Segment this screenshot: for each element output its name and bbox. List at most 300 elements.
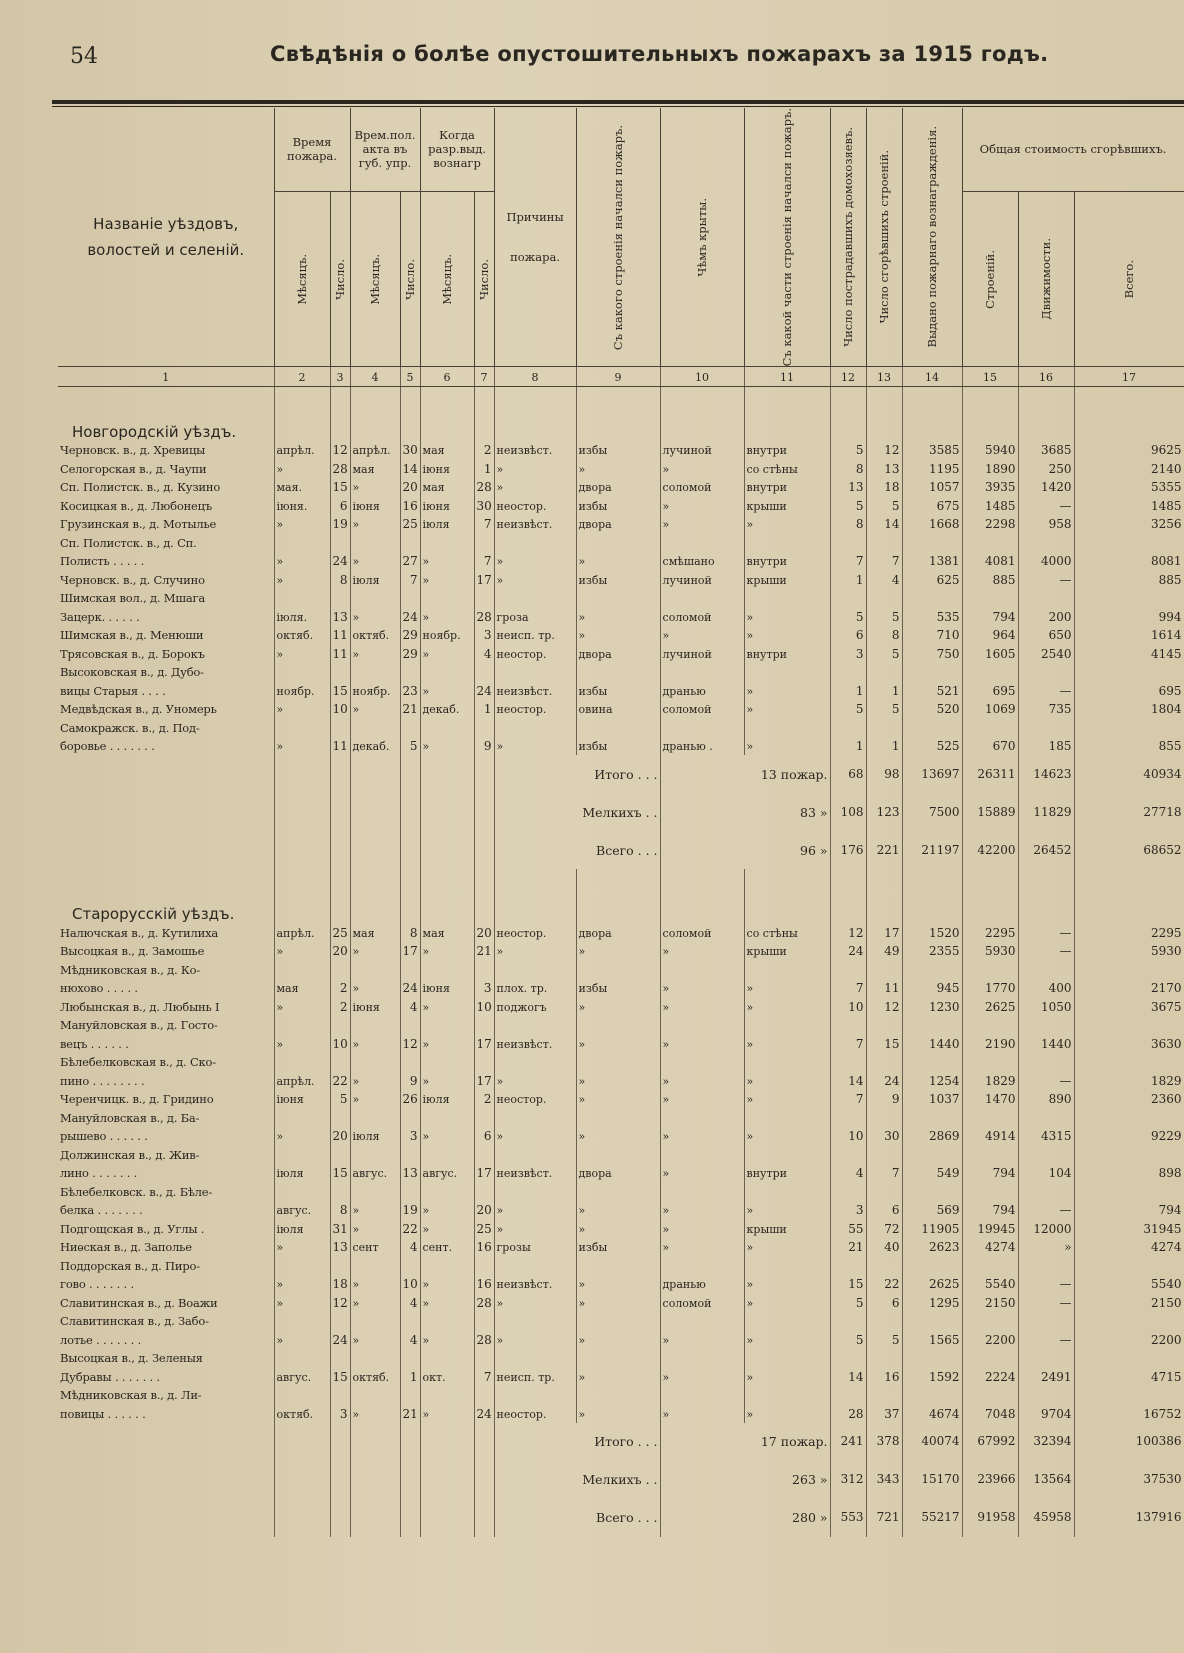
total-c16: 26452	[1018, 831, 1074, 869]
total-c16: 45958	[1018, 1499, 1074, 1537]
households: 5	[830, 607, 866, 626]
households: 1	[830, 737, 866, 756]
table-row	[58, 942, 1184, 961]
award-month: іюля	[420, 515, 474, 534]
cause: »	[494, 1201, 576, 1220]
compensation: 1254	[902, 1071, 962, 1090]
total-c16: 14623	[1018, 755, 1074, 793]
award-month: іюля	[420, 1090, 474, 1109]
fire-month: іюля.	[274, 607, 330, 626]
award-month: »	[420, 607, 474, 626]
cost-buildings: 2190	[962, 1034, 1018, 1053]
award-month: »	[420, 997, 474, 1016]
table-row-continued	[58, 1312, 1184, 1331]
act-month: авгус.	[350, 1164, 400, 1183]
fire-month: авгус.	[274, 1367, 330, 1386]
compensation: 1668	[902, 515, 962, 534]
total-c14: 7500	[902, 793, 962, 831]
cost-movables: —	[1018, 1293, 1074, 1312]
cost-movables: 4000	[1018, 552, 1074, 571]
fire-day: 6	[330, 496, 350, 515]
cost-total: 3630	[1074, 1034, 1184, 1053]
burned-buildings: 37	[866, 1404, 902, 1423]
award-month: окт.	[420, 1367, 474, 1386]
total-c15: 26311	[962, 755, 1018, 793]
settlement-name: Высоковская в., д. Дубо-	[58, 663, 274, 682]
roof: »	[660, 1219, 744, 1238]
header-rule-thin	[52, 106, 1184, 107]
total-c12: 241	[830, 1423, 866, 1461]
burned-buildings: 49	[866, 942, 902, 961]
cost-total: 1485	[1074, 496, 1184, 515]
compensation-header: Выдано пожарнаго вознагражденія.	[902, 108, 962, 367]
table-row	[58, 478, 1184, 497]
table-row	[58, 607, 1184, 626]
settlement-name: Высоцкая в., д. Замошье	[58, 942, 274, 961]
award-day: 16	[474, 1275, 494, 1294]
table-row-continued	[58, 1016, 1184, 1035]
building: »	[576, 1090, 660, 1109]
building: »	[576, 626, 660, 645]
act-day: 27	[400, 552, 420, 571]
burned-buildings: 15	[866, 1034, 902, 1053]
act-day: 29	[400, 644, 420, 663]
award-month: ноябр.	[420, 626, 474, 645]
cost-buildings: 1829	[962, 1071, 1018, 1090]
total-c14: 21197	[902, 831, 962, 869]
total-c17: 137916	[1074, 1499, 1184, 1537]
table-row	[58, 441, 1184, 460]
award-month: »	[420, 1275, 474, 1294]
act-month: апрѣл.	[350, 441, 400, 460]
roof: »	[660, 979, 744, 998]
cost-total: 1614	[1074, 626, 1184, 645]
settlement-name-cont: рышево . . . . . .	[58, 1127, 274, 1146]
settlement-name: Сп. Полистск. в., д. Кузино	[58, 478, 274, 497]
act-day: 14	[400, 459, 420, 478]
act-month: »	[350, 1275, 400, 1294]
act-day: 29	[400, 626, 420, 645]
district-row	[58, 409, 1184, 441]
cost-movables: 200	[1018, 607, 1074, 626]
settlement-name: Черенчицк. в., д. Гридино	[58, 1090, 274, 1109]
cost-buildings: 964	[962, 626, 1018, 645]
settlement-name-cont: Дубравы . . . . . . .	[58, 1367, 274, 1386]
act-month: »	[350, 478, 400, 497]
building: двора	[576, 1164, 660, 1183]
fire-day: 15	[330, 1367, 350, 1386]
part: »	[744, 607, 830, 626]
households: 5	[830, 1330, 866, 1349]
cause: неисп. тр.	[494, 626, 576, 645]
table-row-continued	[58, 1053, 1184, 1072]
award-month: декаб.	[420, 700, 474, 719]
total-c16: 32394	[1018, 1423, 1074, 1461]
award-month: »	[420, 1071, 474, 1090]
part-header: Съ какой части строенія началси пожаръ.	[744, 108, 830, 367]
cause: неизвѣст.	[494, 681, 576, 700]
table-row	[58, 1034, 1184, 1053]
award-month: мая	[420, 923, 474, 942]
total-c15: 42200	[962, 831, 1018, 869]
award-day: 10	[474, 997, 494, 1016]
fire-day: 12	[330, 1293, 350, 1312]
cause: »	[494, 478, 576, 497]
cause: грозы	[494, 1238, 576, 1257]
households: 15	[830, 1275, 866, 1294]
act-month: »	[350, 1219, 400, 1238]
households: 6	[830, 626, 866, 645]
part: »	[744, 1127, 830, 1146]
burned-buildings: 5	[866, 1330, 902, 1349]
fires-table	[58, 108, 1184, 1537]
cost-buildings: 2224	[962, 1367, 1018, 1386]
cost-total: 994	[1074, 607, 1184, 626]
cost-total: 2200	[1074, 1330, 1184, 1349]
fire-month: мая.	[274, 478, 330, 497]
act-month: »	[350, 942, 400, 961]
cost-movables-header: Движимости.	[1018, 191, 1074, 367]
total-label: Итого . . .	[494, 755, 660, 793]
cost-movables: 104	[1018, 1164, 1074, 1183]
burned-buildings: 5	[866, 607, 902, 626]
building: овина	[576, 700, 660, 719]
settlement-name-cont: боровье . . . . . . .	[58, 737, 274, 756]
building: »	[576, 1034, 660, 1053]
part: крыши	[744, 942, 830, 961]
fire-day: 2	[330, 979, 350, 998]
building: »	[576, 607, 660, 626]
award-month: авгус.	[420, 1164, 474, 1183]
fire-month: апрѣл.	[274, 441, 330, 460]
building: двора	[576, 515, 660, 534]
roof: »	[660, 1330, 744, 1349]
award-month: »	[420, 737, 474, 756]
act-day: 12	[400, 1034, 420, 1053]
cost-buildings: 1890	[962, 459, 1018, 478]
settlement-name: Селогорская в., д. Чаупи	[58, 459, 274, 478]
burned-buildings: 5	[866, 496, 902, 515]
total-c13: 221	[866, 831, 902, 869]
roof: соломой	[660, 923, 744, 942]
table-row	[58, 496, 1184, 515]
table-row-continued	[58, 1145, 1184, 1164]
building: избы	[576, 496, 660, 515]
act-month: мая	[350, 459, 400, 478]
cost-movables: —	[1018, 1330, 1074, 1349]
act-month: »	[350, 979, 400, 998]
households: 3	[830, 1201, 866, 1220]
cost-movables: 650	[1018, 626, 1074, 645]
burned-buildings: 40	[866, 1238, 902, 1257]
roof: »	[660, 1404, 744, 1423]
table-row	[58, 737, 1184, 756]
cost-buildings: 695	[962, 681, 1018, 700]
households: 7	[830, 979, 866, 998]
act-day: 1	[400, 1367, 420, 1386]
building: двора	[576, 478, 660, 497]
total-label: Мелкихъ . .	[494, 1461, 660, 1499]
total-row	[58, 1461, 1184, 1499]
compensation: 1295	[902, 1293, 962, 1312]
part: крыши	[744, 1219, 830, 1238]
award-month: »	[420, 1293, 474, 1312]
total-label: Мелкихъ . .	[494, 793, 660, 831]
households: 10	[830, 1127, 866, 1146]
compensation: 3585	[902, 441, 962, 460]
total-c14: 55217	[902, 1499, 962, 1537]
cost-buildings-header: Строеній.	[962, 191, 1018, 367]
award-day: 7	[474, 552, 494, 571]
compensation: 569	[902, 1201, 962, 1220]
cause-header: Причины пожара.	[494, 108, 576, 367]
award-day: 24	[474, 1404, 494, 1423]
fire-month: »	[274, 570, 330, 589]
cost-buildings: 4081	[962, 552, 1018, 571]
building: »	[576, 1219, 660, 1238]
compensation: 549	[902, 1164, 962, 1183]
award-day: 20	[474, 923, 494, 942]
act-day: 22	[400, 1219, 420, 1238]
compensation: 945	[902, 979, 962, 998]
award-month: »	[420, 942, 474, 961]
award-day: 28	[474, 1293, 494, 1312]
fire-month: »	[274, 1034, 330, 1053]
fire-day: 2	[330, 997, 350, 1016]
roof: »	[660, 496, 744, 515]
roof: »	[660, 1164, 744, 1183]
table-row	[58, 1404, 1184, 1423]
award-month: »	[420, 1201, 474, 1220]
households: 7	[830, 552, 866, 571]
building: »	[576, 1367, 660, 1386]
total-count: 280 »	[660, 1499, 830, 1537]
cost-movables: 9704	[1018, 1404, 1074, 1423]
act-day: 13	[400, 1164, 420, 1183]
settlement-name-cont: повицы . . . . . .	[58, 1404, 274, 1423]
compensation: 710	[902, 626, 962, 645]
award-month: іюня	[420, 979, 474, 998]
roof: »	[660, 1127, 744, 1146]
act-time-header: Врем.пол. акта въ губ. упр.	[350, 108, 420, 191]
roof: »	[660, 997, 744, 1016]
settlement-name: Мануйловская в., д. Ба-	[58, 1108, 274, 1127]
settlement-name-cont: Зацерк. . . . . .	[58, 607, 274, 626]
act-month: мая	[350, 923, 400, 942]
act-month: ноябр.	[350, 681, 400, 700]
act-day: 3	[400, 1127, 420, 1146]
act-day: 24	[400, 979, 420, 998]
cost-movables: —	[1018, 923, 1074, 942]
header-rule	[52, 100, 1184, 104]
cause: неизвѣст.	[494, 1275, 576, 1294]
district-name: Новгородскій уѣздъ.	[58, 409, 274, 441]
column-number: 8	[494, 367, 576, 387]
total-c17: 27718	[1074, 793, 1184, 831]
page-number: 54	[70, 44, 98, 69]
households: 5	[830, 1293, 866, 1312]
part: »	[744, 1404, 830, 1423]
cost-total: 885	[1074, 570, 1184, 589]
fire-month: »	[274, 942, 330, 961]
award-day: 28	[474, 1330, 494, 1349]
cause: неостор.	[494, 496, 576, 515]
part: »	[744, 979, 830, 998]
cost-buildings: 1605	[962, 644, 1018, 663]
part: »	[744, 626, 830, 645]
households: 5	[830, 496, 866, 515]
households: 5	[830, 441, 866, 460]
compensation: 525	[902, 737, 962, 756]
cost-buildings: 794	[962, 607, 1018, 626]
cause: неостор.	[494, 923, 576, 942]
cost-buildings: 1470	[962, 1090, 1018, 1109]
total-c17: 37530	[1074, 1461, 1184, 1499]
fire-month: »	[274, 459, 330, 478]
settlement-name: Мѣдниковская в., д. Ко-	[58, 960, 274, 979]
cause: »	[494, 1293, 576, 1312]
cost-total: 2360	[1074, 1090, 1184, 1109]
cause: »	[494, 1219, 576, 1238]
cost-movables: —	[1018, 570, 1074, 589]
district-row	[58, 891, 1184, 923]
part: »	[744, 737, 830, 756]
table-row	[58, 570, 1184, 589]
total-c13: 378	[866, 1423, 902, 1461]
total-c13: 98	[866, 755, 902, 793]
column-number: 3	[330, 367, 350, 387]
households: 8	[830, 515, 866, 534]
building: избы	[576, 681, 660, 700]
table-row	[58, 1201, 1184, 1220]
column-number: 6	[420, 367, 474, 387]
compensation: 4674	[902, 1404, 962, 1423]
cost-movables: 4315	[1018, 1127, 1074, 1146]
total-count: 17 пожар.	[660, 1423, 830, 1461]
act-month: »	[350, 1293, 400, 1312]
table-row-continued	[58, 960, 1184, 979]
fire-day: 10	[330, 1034, 350, 1053]
cost-buildings: 7048	[962, 1404, 1018, 1423]
roof: лучиной	[660, 644, 744, 663]
cost-buildings: 19945	[962, 1219, 1018, 1238]
cause: неисп. тр.	[494, 1367, 576, 1386]
settlement-name: Мѣдниковская в., д. Ли-	[58, 1386, 274, 1405]
fire-day: 12	[330, 441, 350, 460]
act-month: »	[350, 700, 400, 719]
compensation: 2623	[902, 1238, 962, 1257]
spacer-row	[58, 386, 1184, 409]
part: крыши	[744, 496, 830, 515]
act-day: 7	[400, 570, 420, 589]
total-c17: 68652	[1074, 831, 1184, 869]
total-c16: 13564	[1018, 1461, 1074, 1499]
table-row	[58, 923, 1184, 942]
settlement-name: Косицкая в., д. Любонецъ	[58, 496, 274, 515]
award-month: »	[420, 644, 474, 663]
award-day: 17	[474, 1034, 494, 1053]
cost-movables: 250	[1018, 459, 1074, 478]
part: внутри	[744, 644, 830, 663]
cause: неизвѣст.	[494, 1034, 576, 1053]
fire-day: 11	[330, 737, 350, 756]
fire-day: 24	[330, 1330, 350, 1349]
column-number: 2	[274, 367, 330, 387]
burned-buildings: 22	[866, 1275, 902, 1294]
compensation: 1440	[902, 1034, 962, 1053]
table-row	[58, 1090, 1184, 1109]
settlement-name: Шимская в., д. Менюши	[58, 626, 274, 645]
building: »	[576, 552, 660, 571]
column-number: 11	[744, 367, 830, 387]
act-month: »	[350, 552, 400, 571]
act-month: іюня	[350, 997, 400, 1016]
total-label: Всего . . .	[494, 1499, 660, 1537]
award-month: іюня	[420, 496, 474, 515]
settlement-name: Ниѳская в., д. Заполье	[58, 1238, 274, 1257]
building: избы	[576, 979, 660, 998]
fire-day: 8	[330, 1201, 350, 1220]
table-body	[58, 386, 1184, 1537]
cost-total: 5930	[1074, 942, 1184, 961]
part: »	[744, 1201, 830, 1220]
cause: неостор.	[494, 700, 576, 719]
act-month: декаб.	[350, 737, 400, 756]
fire-month: »	[274, 1127, 330, 1146]
cost-movables: »	[1018, 1238, 1074, 1257]
households: 10	[830, 997, 866, 1016]
settlement-name: Подгощская в., д. Углы .	[58, 1219, 274, 1238]
award-month: »	[420, 1330, 474, 1349]
roof: дранью .	[660, 737, 744, 756]
total-count: 263 »	[660, 1461, 830, 1499]
cost-movables: —	[1018, 681, 1074, 700]
act-day-header: Число.	[400, 191, 420, 367]
roof: »	[660, 1071, 744, 1090]
cost-total: 3256	[1074, 515, 1184, 534]
fire-month: апрѣл.	[274, 923, 330, 942]
act-day: 17	[400, 942, 420, 961]
compensation: 11905	[902, 1219, 962, 1238]
fire-month: іюля	[274, 1164, 330, 1183]
cost-buildings: 3935	[962, 478, 1018, 497]
roof: смѣшано	[660, 552, 744, 571]
fire-month: »	[274, 1275, 330, 1294]
fire-day: 18	[330, 1275, 350, 1294]
part: »	[744, 1071, 830, 1090]
compensation: 1520	[902, 923, 962, 942]
households: 21	[830, 1238, 866, 1257]
cause: »	[494, 1330, 576, 1349]
fire-day: 28	[330, 459, 350, 478]
award-month: сент.	[420, 1238, 474, 1257]
settlement-name: Мануйловская в., д. Госто-	[58, 1016, 274, 1035]
households: 1	[830, 681, 866, 700]
burned-buildings: 17	[866, 923, 902, 942]
fire-month: мая	[274, 979, 330, 998]
cause: неостор.	[494, 1404, 576, 1423]
settlement-name-cont: пино . . . . . . . .	[58, 1071, 274, 1090]
act-day: 20	[400, 478, 420, 497]
fire-day: 5	[330, 1090, 350, 1109]
act-day: 8	[400, 923, 420, 942]
fire-month: »	[274, 700, 330, 719]
cause: »	[494, 459, 576, 478]
burned-buildings: 12	[866, 997, 902, 1016]
total-c12: 176	[830, 831, 866, 869]
cause: »	[494, 1127, 576, 1146]
cost-total: 9229	[1074, 1127, 1184, 1146]
